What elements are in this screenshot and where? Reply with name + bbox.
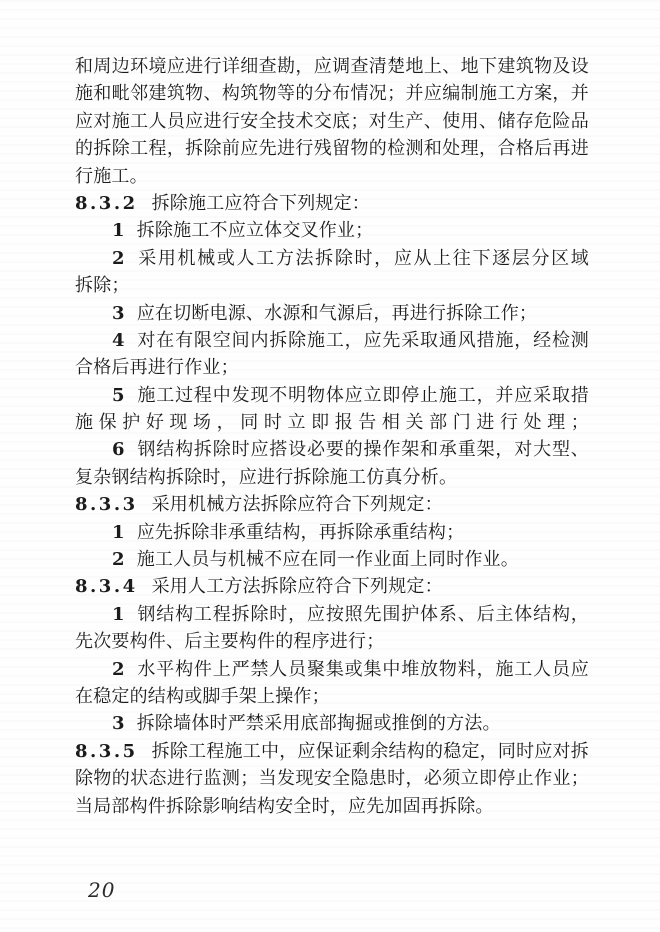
text-line: 当局部构件拆除影响结构安全时，应先加固再拆除。: [75, 795, 494, 817]
item-number: 2: [112, 247, 125, 269]
clause-heading: [75, 573, 589, 600]
list-item: [75, 217, 589, 244]
text-line: 应对施工人员应进行安全技术交底；对生产、使用、储存危险品: [75, 110, 589, 132]
item-number: 5: [112, 384, 125, 406]
item-number: 4: [112, 329, 125, 351]
clause-number: 8.3.5: [75, 740, 138, 762]
list-item: [75, 436, 589, 463]
text-line: 除物的状态进行监测；当发现安全隐患时，必须立即停止作业；: [75, 768, 589, 790]
text-line: 的拆除工程，拆除前应先进行残留物的检测和处理，合格后再进: [75, 138, 589, 160]
item-text: 采用机械或人工方法拆除时，应从上往下逐层分区域: [136, 247, 589, 269]
item-text: 施工过程中发现不明物体应立即停止施工，并应采取措: [136, 384, 589, 406]
item-text: 应在切断电源、水源和气源后，再进行拆除工作；: [136, 302, 538, 324]
item-number: 1: [112, 521, 125, 543]
text-line: 和周边环境应进行详细查勘，应调查清楚地上、地下建筑物及设: [75, 56, 589, 77]
item-number: 2: [112, 549, 125, 571]
text-line: 拆除；: [75, 275, 130, 297]
list-item: [75, 656, 589, 683]
item-text: 应先拆除非承重结构，再拆除承重结构；: [136, 521, 465, 543]
document-body: [75, 53, 589, 820]
list-item: [75, 382, 589, 409]
clause-number: 8.3.4: [75, 576, 138, 598]
clause-text: 拆除施工应符合下列规定：: [151, 192, 371, 214]
item-number: 3: [112, 302, 125, 324]
text-line: 合格后再进行作业；: [75, 357, 239, 379]
text-line: 施和毗邻建筑物、构筑物等的分布情况；并应编制施工方案，并: [75, 83, 589, 105]
clause-text: 采用机械方法拆除应符合下列规定：: [151, 494, 443, 516]
item-number: 6: [112, 439, 125, 461]
text-line: 施保护好现场，同时立即报告相关部门进行处理；: [75, 412, 589, 434]
clause-heading: [75, 738, 589, 765]
clause-number: 8.3.3: [75, 494, 138, 516]
item-number: 1: [112, 220, 125, 242]
item-text: 对在有限空间内拆除施工，应先采取通风措施，经检测: [136, 329, 589, 351]
list-item: [75, 601, 589, 628]
clause-text: 采用人工方法拆除应符合下列规定：: [151, 576, 443, 598]
clause-heading: [75, 190, 589, 217]
item-number: 2: [112, 658, 125, 680]
text-line: 行施工。: [75, 165, 148, 187]
item-text: 钢结构工程拆除时，应按照先围护体系、后主体结构，: [136, 603, 589, 625]
list-item: [75, 300, 589, 327]
item-text: 施工人员与机械不应在同一作业面上同时作业。: [136, 549, 519, 571]
list-item: [75, 519, 589, 546]
item-text: 拆除施工不应立体交叉作业；: [136, 220, 374, 242]
item-text: 钢结构拆除时应搭设必要的操作架和承重架，对大型、: [136, 439, 589, 461]
list-item: [75, 710, 589, 737]
clause-text: 拆除工程施工中，应保证剩余结构的稳定，同时应对拆: [151, 740, 589, 762]
list-item: [75, 546, 589, 573]
text-line: 在稳定的结构或脚手架上操作；: [75, 685, 330, 707]
list-item: [75, 245, 589, 272]
item-number: 1: [112, 603, 125, 625]
clause-number: 8.3.2: [75, 192, 138, 214]
clause-heading: [75, 491, 589, 518]
text-line: 先次要构件、后主要构件的程序进行；: [75, 631, 385, 653]
text-line: 复杂钢结构拆除时，应进行拆除施工仿真分析。: [75, 466, 458, 488]
page-number: 20: [88, 878, 116, 902]
item-text: 拆除墙体时严禁采用底部掏掘或推倒的方法。: [136, 713, 501, 735]
list-item: [75, 327, 589, 354]
item-text: 水平构件上严禁人员聚集或集中堆放物料，施工人员应: [136, 658, 589, 680]
item-number: 3: [112, 713, 125, 735]
